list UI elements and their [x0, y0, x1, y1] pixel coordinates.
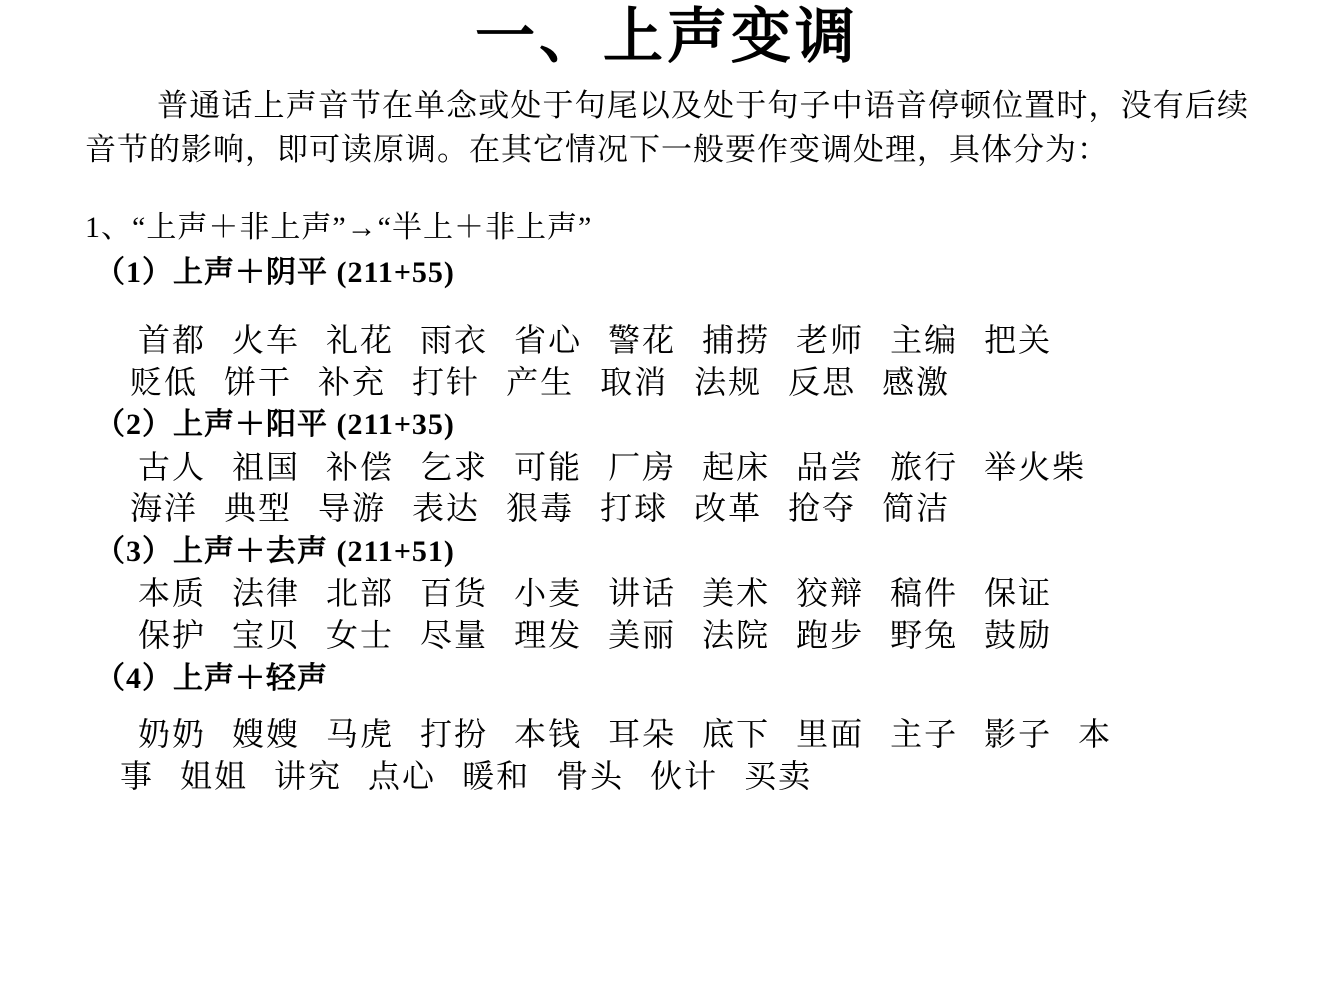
- word: 影子: [984, 716, 1053, 753]
- word-row: [130, 488, 1274, 530]
- word: 品尝: [796, 448, 865, 485]
- word: 马虎: [326, 716, 395, 753]
- word: 感激: [882, 363, 951, 400]
- word: 主编: [890, 322, 959, 359]
- word: 产生: [506, 363, 575, 400]
- word: 警花: [608, 322, 677, 359]
- word-row: [130, 362, 1274, 404]
- word: 讲究: [274, 757, 343, 794]
- word: 本质: [138, 575, 207, 612]
- word: 补偿: [326, 448, 395, 485]
- word: 捕捞: [702, 322, 771, 359]
- word: 旅行: [890, 448, 959, 485]
- word: 买卖: [744, 757, 813, 794]
- word: 法院: [702, 617, 771, 653]
- word: 表达: [412, 490, 481, 527]
- word: 乞求: [420, 448, 489, 485]
- word: 保证: [984, 575, 1053, 612]
- word: 主子: [890, 716, 959, 753]
- word: 骨头: [556, 757, 625, 794]
- word: 跑步: [796, 617, 865, 653]
- word: 事: [120, 757, 155, 794]
- word: 法律: [232, 575, 301, 612]
- word: 奶奶: [138, 716, 207, 753]
- word: 女士: [326, 617, 395, 653]
- word-row: [138, 573, 1274, 615]
- group-heading-2: （2）上声＋阳平 (211+35): [95, 408, 455, 442]
- word: 鼓励: [984, 617, 1053, 653]
- group-heading-1: （1）上声＋阴平 (211+55): [95, 255, 455, 289]
- intro-paragraph: [85, 84, 1249, 172]
- word: 典型: [224, 490, 293, 527]
- word: 反思: [788, 363, 857, 400]
- word: 厂房: [608, 448, 677, 485]
- word-row: [120, 756, 1274, 798]
- word: 导游: [318, 490, 387, 527]
- slide: [0, 4, 1334, 1004]
- word: 理发: [514, 617, 583, 653]
- word: 贬低: [130, 363, 199, 400]
- word: 打球: [600, 490, 669, 527]
- word: 本: [1078, 716, 1113, 753]
- word-row: [138, 615, 1274, 657]
- word: 可能: [514, 448, 583, 485]
- word: 保护: [138, 617, 207, 653]
- word: 打针: [412, 363, 481, 400]
- word: 耳朵: [608, 716, 677, 753]
- word: 古人: [138, 448, 207, 485]
- word: 暖和: [462, 757, 531, 794]
- word: 起床: [702, 448, 771, 485]
- word: 抢夺: [788, 490, 857, 527]
- word: 省心: [514, 322, 583, 359]
- word: 法规: [694, 363, 763, 400]
- group-heading-4: （4）上声＋轻声: [95, 661, 328, 695]
- word: 伙计: [650, 757, 719, 794]
- rule-line: 1、“上声＋非上声”→“半上＋非上声”: [85, 211, 593, 245]
- word: 改革: [694, 490, 763, 527]
- word: 火车: [232, 322, 301, 359]
- word: 姐姐: [180, 757, 249, 794]
- word: 稿件: [890, 575, 959, 612]
- word: 把关: [984, 322, 1053, 359]
- word: 老师: [796, 322, 865, 359]
- intro-text: 普通话上声音节在单念或处于句尾以及处于句子中语音停顿位置时，没有后续音节的影响，即可读原调。在其它情况下一般要作变调处理，具体分为：: [85, 88, 1249, 168]
- word: 美术: [702, 575, 771, 612]
- page-title: 一、上声变调: [475, 4, 859, 70]
- word: 点心: [368, 757, 437, 794]
- word: 打扮: [420, 716, 489, 753]
- word: 野兔: [890, 617, 959, 653]
- word: 尽量: [420, 617, 489, 653]
- word: 饼干: [224, 363, 293, 400]
- word-row: [138, 320, 1274, 362]
- word: 北部: [326, 575, 395, 612]
- word: 补充: [318, 363, 387, 400]
- word: 礼花: [326, 322, 395, 359]
- word: 美丽: [608, 617, 677, 653]
- group-heading-3: （3）上声＋去声 (211+51): [95, 534, 455, 568]
- word-row: [138, 714, 1274, 756]
- word: 本钱: [514, 716, 583, 753]
- word: 雨衣: [420, 322, 489, 359]
- word: 百货: [420, 575, 489, 612]
- word: 首都: [138, 322, 207, 359]
- word: 小麦: [514, 575, 583, 612]
- word: 取消: [600, 363, 669, 400]
- word: 底下: [702, 716, 771, 753]
- word: 狡辩: [796, 575, 865, 612]
- word: 宝贝: [232, 617, 301, 653]
- word: 海洋: [130, 490, 199, 527]
- word: 里面: [796, 716, 865, 753]
- word: 讲话: [608, 575, 677, 612]
- word: 举火柴: [984, 448, 1087, 485]
- word: 嫂嫂: [232, 716, 301, 753]
- word: 简洁: [882, 490, 951, 527]
- word-row: [138, 447, 1274, 489]
- word: 狠毒: [506, 490, 575, 527]
- word: 祖国: [232, 448, 301, 485]
